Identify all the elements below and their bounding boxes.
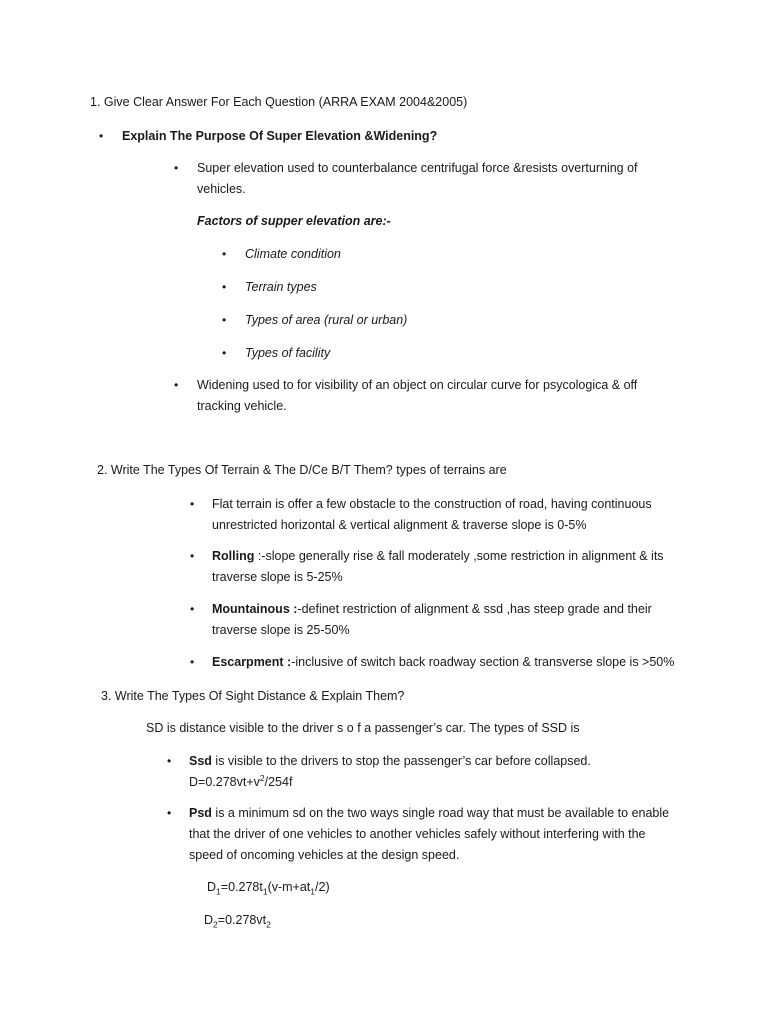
- bullet-icon: •: [222, 280, 227, 294]
- formula-subscript: 2: [213, 919, 218, 930]
- mountainous-text: -definet restriction of alignment & ssd ,has steep grade and their: [297, 602, 652, 616]
- bullet-icon: •: [222, 346, 227, 360]
- factors-title: Factors of supper elevation are:-: [197, 214, 391, 228]
- ssd-term: Ssd: [189, 754, 212, 768]
- formula-part: D=0.278vt+v: [189, 775, 260, 789]
- bullet-icon: •: [222, 247, 227, 261]
- formula-part: /2): [315, 880, 330, 894]
- factor-item: Types of area (rural or urban): [245, 313, 408, 327]
- bullet-icon: •: [99, 129, 104, 143]
- mountainous-line-1: [212, 599, 652, 620]
- escarpment-line: [212, 652, 674, 673]
- bullet-icon: •: [174, 378, 179, 392]
- mountainous-line-2: traverse slope is 25-50%: [212, 623, 350, 637]
- d1-formula: [207, 877, 330, 898]
- formula-part: =0.278t: [220, 880, 263, 894]
- escarpment-text: -inclusive of switch back roadway section & transverse slope is >50%: [291, 655, 675, 669]
- bullet-icon: •: [222, 313, 227, 327]
- bullet-icon: •: [190, 602, 195, 616]
- mountainous-term: Mountainous :: [212, 602, 298, 616]
- bullet-icon: •: [174, 161, 179, 175]
- ssd-formula: [189, 772, 292, 793]
- factor-item: Types of facility: [245, 346, 331, 360]
- psd-line-3: speed of oncoming vehicles at the design speed.: [189, 848, 460, 862]
- psd-term: Psd: [189, 806, 212, 820]
- rolling-text: :-slope generally rise & fall moderately ,some restriction in alignment & its: [254, 549, 664, 563]
- flat-terrain-line-2: unrestricted horizontal & vertical alignment & traverse slope is 0-5%: [212, 518, 587, 532]
- formula-subscript: 1: [310, 886, 316, 897]
- formula-part: /254f: [264, 775, 293, 789]
- formula-part: D: [204, 913, 214, 927]
- formula-part: (v-m+at: [267, 880, 311, 894]
- ssd-line-1: [189, 751, 591, 772]
- super-elevation-line-1: Super elevation used to counterbalance centrifugal force &resists overturning of: [197, 161, 638, 175]
- flat-terrain-line-1: Flat terrain is offer a few obstacle to the construction of road, having continuous: [212, 497, 652, 511]
- formula-subscript: 1: [216, 886, 221, 897]
- q2-heading: 2. Write The Types Of Terrain & The D/Ce B/T Them? types of terrains are: [97, 463, 507, 477]
- d2-formula: [204, 910, 271, 931]
- rolling-term: Rolling: [212, 549, 255, 563]
- bullet-icon: •: [190, 497, 195, 511]
- q1-heading: 1. Give Clear Answer For Each Question (ARRA EXAM 2004&2005): [90, 95, 468, 109]
- widening-line-2: tracking vehicle.: [197, 399, 287, 413]
- super-elevation-line-2: vehicles.: [197, 182, 246, 196]
- formula-part: =0.278vt: [217, 913, 267, 927]
- q1-question: Explain The Purpose Of Super Elevation &Widening?: [122, 129, 438, 143]
- formula-subscript: 1: [262, 886, 268, 897]
- formula-part: D: [207, 880, 217, 894]
- bullet-icon: •: [190, 549, 195, 563]
- bullet-icon: •: [190, 655, 195, 669]
- sd-intro: SD is distance visible to the driver s o f a passenger’s car. The types of SSD is: [146, 721, 580, 735]
- formula-subscript: 2: [266, 919, 271, 930]
- bullet-icon: •: [167, 806, 172, 820]
- psd-line-2: that the driver of one vehicles to another vehicles safely without interfering with the: [189, 827, 646, 841]
- widening-line-1: Widening used to for visibility of an object on circular curve for psycologica & off: [197, 378, 638, 392]
- factor-item: Terrain types: [245, 280, 317, 294]
- q3-heading: 3. Write The Types Of Sight Distance & Explain Them?: [101, 689, 405, 703]
- escarpment-term: Escarpment :: [212, 655, 292, 669]
- bullet-icon: •: [167, 754, 172, 768]
- rolling-line-2: traverse slope is 5-25%: [212, 570, 343, 584]
- factor-item: Climate condition: [245, 247, 341, 261]
- rolling-line-1: [212, 546, 664, 567]
- ssd-text: is visible to the drivers to stop the passenger’s car before collapsed.: [211, 754, 591, 768]
- psd-text: is a minimum sd on the two ways single road way that must be available to enable: [211, 806, 670, 820]
- formula-superscript: 2: [259, 772, 265, 783]
- psd-line-1: [189, 803, 669, 824]
